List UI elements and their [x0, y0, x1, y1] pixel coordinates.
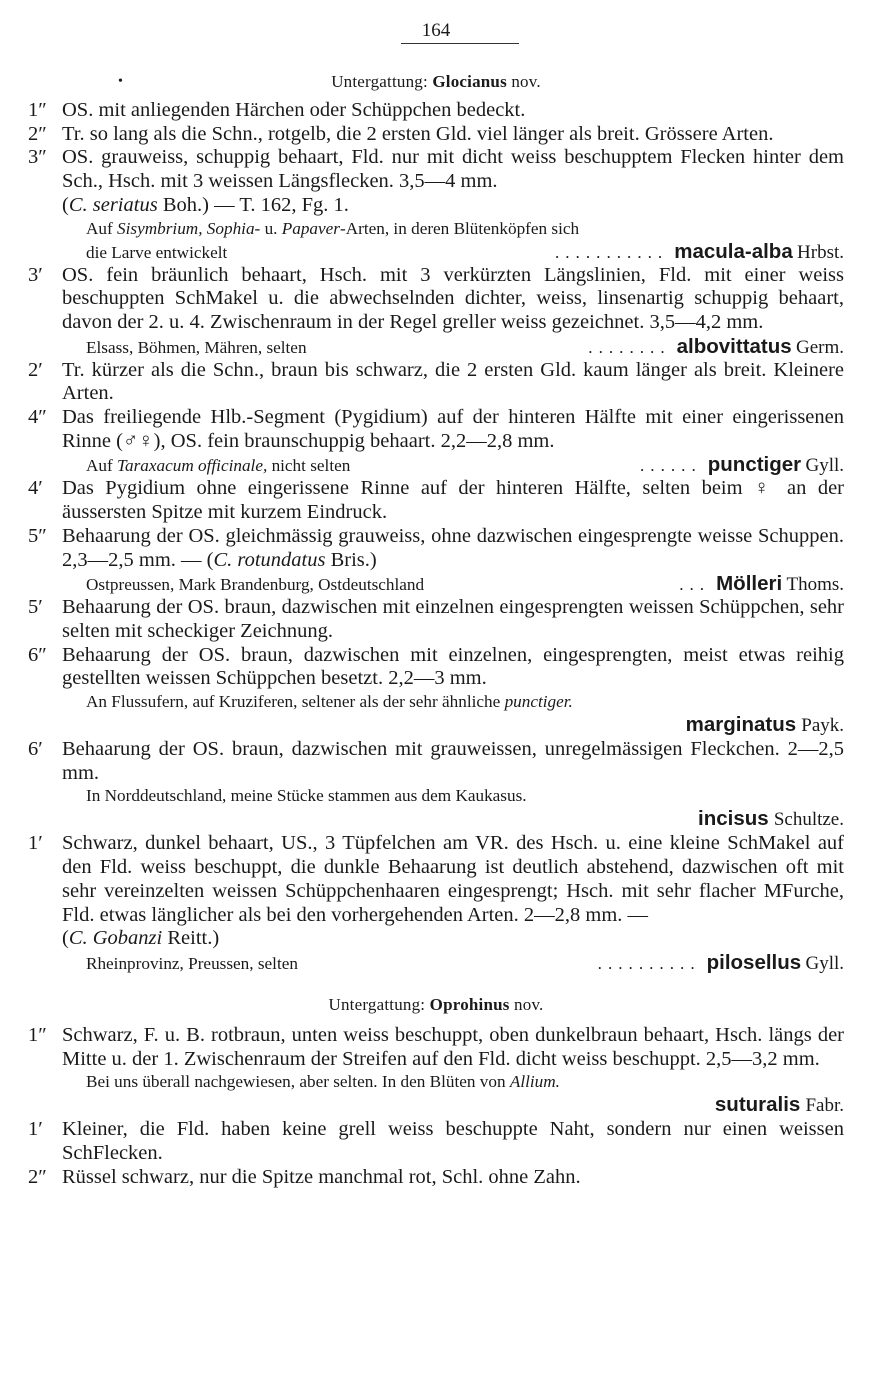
couplet-text: Kleiner, die Fld. haben keine grell weiss beschuppte Naht, sondern nur einen weissen SchFlecken. — [62, 1118, 844, 1165]
subgenus-heading-oprohinus — [28, 995, 844, 1015]
couplet-number: 4′ — [28, 477, 43, 500]
couplet-6b — [28, 738, 844, 785]
couplet-number: 2′ — [28, 358, 43, 381]
species-distribution: die Larve entwickelt — [86, 242, 228, 262]
couplet-text: OS. grauweiss, schuppig behaart, Fld. nur mit dicht weiss beschupptem Flecken hinter dem Sch., Hsch. mit 3 weissen Längsflecken. 3,5—4 mm. — [62, 146, 844, 193]
subgenus-suffix: nov. — [514, 994, 544, 1014]
species-name: albovittatus — [676, 334, 792, 358]
couplet-number: 1′ — [28, 832, 43, 855]
species-row-marginatus — [28, 713, 844, 738]
species-distribution: Ostpreussen, Mark Brandenburg, Ostdeutschland — [86, 575, 425, 595]
couplet-number: 3′ — [28, 263, 43, 286]
couplet-number: 6″ — [28, 643, 47, 666]
subgenus-prefix: Untergattung: — [328, 994, 426, 1014]
couplet-1b: 1′ Schwarz, dunkel behaart, US., 3 Tüpfelchen am VR. des Hsch. u. eine kleine SchMakel auf den Fld. weiss beschuppt, die dunkle Behaarung ist deutlich abstehend, dazwischen oft mit sehr vereinzelten weissen Schüppchenhaaren eingesprengt; Hsch. mit sehr flacher MFurche, Fld. etwas länglicher als bei den vorhergehenden Arten. 2—2,8 mm. — (C. Gobanzi Reitt.) — [28, 832, 844, 950]
couplet-1a — [28, 99, 844, 123]
couplet-6a — [28, 644, 844, 691]
synonym-author: Reitt.) — [167, 927, 220, 950]
couplet-text: Tr. so lang als die Schn., rotgelb, die 2 ersten Gld. viel länger als breit. Grössere Arten. — [62, 122, 774, 145]
species-author: Gyll. — [805, 952, 844, 974]
couplet-number: 1″ — [28, 99, 47, 121]
couplet-4b — [28, 477, 844, 524]
couplet-o1b — [28, 1118, 844, 1165]
synonym-author: Bris.) — [325, 548, 377, 571]
species-author: Fabr. — [805, 1095, 844, 1117]
species-distribution: Elsass, Böhmen, Mähren, selten — [86, 337, 307, 357]
habitat-note: An Flussufern, auf Kruziferen, seltener als der sehr ähnliche punctiger. — [86, 692, 573, 712]
species-author: Thoms. — [786, 574, 844, 596]
species-name: macula-alba — [674, 239, 793, 263]
habitat-note: Auf Sisymbrium, Sophia- u. Papaver-Arten, in deren Blütenköpfen sich — [86, 218, 580, 238]
couplet-text: Das freiliegende Hlb.-Segment (Pygidium) auf der hinteren Hälfte mit einer eingerissenen Rinne (♂♀), OS. fein braunschuppig behaart. 2,2—2,8 mm. — [62, 406, 844, 452]
couplet-text: Behaarung der OS. gleichmässig grauweiss, ohne dazwischen eingesprengte weisse Schuppen. 2,3—2,5 mm. — ( — [62, 524, 844, 571]
couplet-2a — [28, 123, 844, 147]
subgenus-name: Glocianus — [432, 72, 507, 91]
species-author: Gyll. — [805, 455, 844, 477]
species-row-incisus — [28, 807, 844, 832]
key-body — [28, 72, 844, 1190]
couplet-text: Schwarz, dunkel behaart, US., 3 Tüpfelchen am VR. des Hsch. u. eine kleine SchMakel auf den Fld. weiss beschuppt, die dunkle Behaarung ist deutlich abstehend, dazwischen oft mit sehr vereinzelten weissen Schüppchenhaaren eingesprengt; Hsch. mit sehr flacher MFurche, Fld. etwas länglicher als bei den vorhergehenden Arten. 2—2,8 mm. — — [62, 832, 844, 926]
species-author: Hrbst. — [797, 241, 844, 263]
couplet-text: Behaarung der OS. braun, dazwischen mit einzelnen eingesprengten weissen Schüppchen, sehr selten mit scheckiger Zeichnung. — [62, 596, 844, 642]
couplet-5b — [28, 596, 844, 643]
habitat-note: Bei uns überall nachgewiesen, aber selten. In den Blüten von Allium. — [86, 1072, 560, 1092]
couplet-text: OS. mit anliegenden Härchen oder Schüppchen bedeckt. — [62, 99, 526, 121]
species-name: punctiger — [707, 453, 802, 477]
species-author: Schultze. — [773, 809, 844, 831]
couplet-3b — [28, 264, 844, 335]
couplet-2b — [28, 359, 844, 406]
page-number: 164 — [421, 20, 451, 41]
species-name: incisus — [698, 807, 769, 831]
species-name: suturalis — [714, 1093, 801, 1117]
synonym-name: C. Gobanzi — [68, 927, 163, 950]
subgenus-suffix: nov. — [511, 72, 541, 91]
couplet-text: Behaarung der OS. braun, dazwischen mit grauweissen, unregelmässigen Fleckchen. 2—2,5 mm. — [62, 738, 844, 784]
couplet-text: Rüssel schwarz, nur die Spitze manchmal rot, Schl. ohne Zahn. — [62, 1165, 581, 1188]
couplet-number: 5′ — [28, 596, 43, 619]
subgenus-prefix: Untergattung: — [331, 72, 428, 91]
leader-dots: ... — [679, 575, 711, 595]
couplet-3a: 3″ OS. grauweiss, schuppig behaart, Fld. nur mit dicht weiss beschupptem Flecken hinter dem Sch., Hsch. mit 3 weissen Längsflecken. 3,5—4 mm. (C. seriatus Boh.) — T. 162, Fg. 1. — [28, 146, 844, 216]
species-row-molleri — [28, 572, 844, 596]
page — [28, 0, 844, 1400]
couplet-number: 4″ — [28, 406, 47, 429]
couplet-number: 6′ — [28, 738, 43, 761]
couplet-text: Schwarz, F. u. B. rotbraun, unten weiss beschuppt, oben dunkelbraun behaart, Hsch. längs der Mitte u. der 1. Zwischenraum der Streifen auf den Fld. dicht weiss beschuppt. 2,5—3,2 mm. — [62, 1023, 844, 1070]
couplet-text: Behaarung der OS. braun, dazwischen mit einzelnen, eingesprengten, meist etwas reihig gestellten weissen Schüppchen besetzt. 2,2—3 mm. — [62, 643, 844, 690]
species-row-pilosellus — [28, 951, 844, 975]
species-distribution: Rheinprovinz, Preussen, selten — [86, 953, 298, 973]
leader-dots: ...... — [639, 456, 702, 476]
leader-dots: ........... — [554, 242, 669, 262]
species-author: Payk. — [801, 715, 844, 737]
synonym-author: Boh.) — T. 162, Fg. 1. — [162, 193, 349, 216]
header-rule — [401, 43, 519, 44]
species-row-macula-alba — [28, 240, 844, 264]
species-author: Germ. — [795, 336, 844, 358]
leader-dots: .......... — [597, 953, 701, 973]
couplet-number: 3″ — [28, 146, 47, 169]
species-name: Mölleri — [716, 572, 783, 596]
synonym-name: C. seriatus — [68, 193, 158, 216]
couplet-number: 1″ — [28, 1023, 47, 1046]
couplet-o1a — [28, 1024, 844, 1071]
species-name: pilosellus — [706, 950, 802, 974]
couplet-text: OS. fein bräunlich behaart, Hsch. mit 3 verkürzten Längslinien, Fld. mit einer weiss beschuppten SchMakel u. die abwechselnden dichter, weiss, linsenartig schuppig behaart, davon der 2. u. 4. Zwischenraum in der Regel greller weiss gezeichnet. 3,5—4,2 mm. — [62, 263, 844, 333]
subgenus-name: Oprohinus — [429, 994, 510, 1014]
species-row-punctiger — [28, 453, 844, 477]
couplet-o2a — [28, 1166, 844, 1190]
habitat-note: In Norddeutschland, meine Stücke stammen aus dem Kaukasus. — [86, 786, 527, 806]
couplet-number: 5″ — [28, 524, 47, 547]
couplet-text: Tr. kürzer als die Schn., braun bis schwarz, die 2 ersten Gld. kaum länger als breit. Kleinere Arten. — [62, 358, 844, 405]
species-row-albovittatus — [28, 335, 844, 359]
subgenus-heading-glocianus — [28, 72, 844, 92]
species-distribution: Auf Taraxacum officinale, nicht selten — [86, 456, 351, 476]
synonym-name: C. rotundatus — [213, 548, 326, 571]
species-row-suturalis — [28, 1093, 844, 1118]
couplet-number: 2″ — [28, 122, 47, 145]
couplet-5a — [28, 525, 844, 572]
couplet-number: 1′ — [28, 1118, 43, 1141]
leader-dots: ........ — [588, 337, 671, 357]
couplet-number: 2″ — [28, 1165, 47, 1188]
couplet-4a — [28, 406, 844, 453]
species-name: marginatus — [685, 713, 797, 737]
couplet-text: Das Pygidium ohne eingerissene Rinne auf der hinteren Hälfte, selten beim ♀ an der äussersten Spitze mit kurzem Eindruck. — [62, 477, 844, 524]
bullet-mark: • — [118, 74, 124, 89]
